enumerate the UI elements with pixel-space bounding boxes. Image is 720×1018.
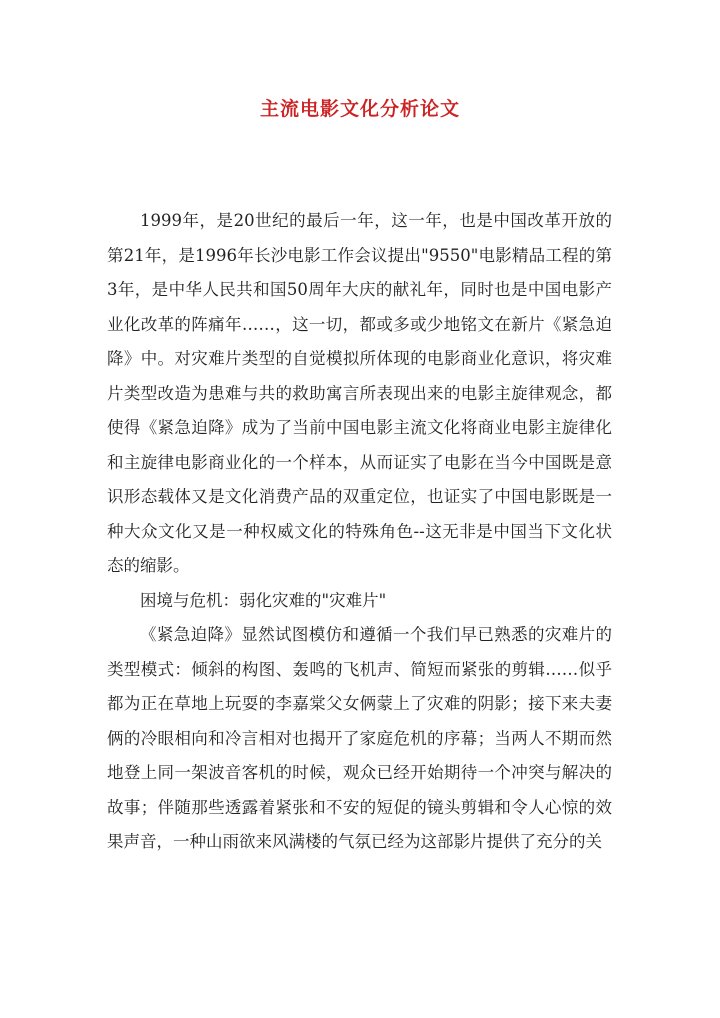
document-title: 主流电影文化分析论文 <box>259 98 460 120</box>
paragraph-intro: 1999年，是20世纪的最后一年，这一年，也是中国改革开放的第21年，是1996年长沙电影工作会议提出"9550"电影精品工程的第3年，是中华人民共和国50周年大庆的献礼年，同时也是中国电影产业化改革的阵痛年……，这一切，都或多或少地铭文在新片《紧急迫降》中。对灾难片类型的自觉模拟所体现的电影商业化意识，将灾难片类型改造为患难与共的救助寓言所表现出来的电影主旋律观念，都使得《紧急迫降》成为了当前中国电影主流文化将商业电影主旋律化和主旋律电影商业化的一个样本，从而证实了电影在当今中国既是意识形态载体又是文化消费产品的双重定位，也证实了中国电影既是一种大众文化又是一种权威文化的特殊角色--这无非是中国当下文化状态的缩影。 <box>107 211 612 575</box>
section-heading: 困境与危机：弱化灾难的"灾难片" <box>140 590 387 610</box>
paragraph-genre-analysis: 《紧急迫降》显然试图模仿和遵循一个我们早已熟悉的灾难片的类型模式：倾斜的构图、轰鸣的飞机声、简短而紧张的剪辑……似乎都为正在草地上玩耍的李嘉棠父女俩蒙上了灾难的阴影；接下来夫妻俩的冷眼相向和冷言相对也揭开了家庭危机的序幕；当两人不期而然地登上同一架波音客机的时候，观众已经开始期待一个冲突与解决的故事；伴随那些透露着紧张和不安的短促的镜头剪辑和令人心惊的效果声音，一种山雨欲来风满楼的气氛已经为这部影片提供了充分的关 <box>107 625 612 851</box>
document-body <box>107 204 612 860</box>
